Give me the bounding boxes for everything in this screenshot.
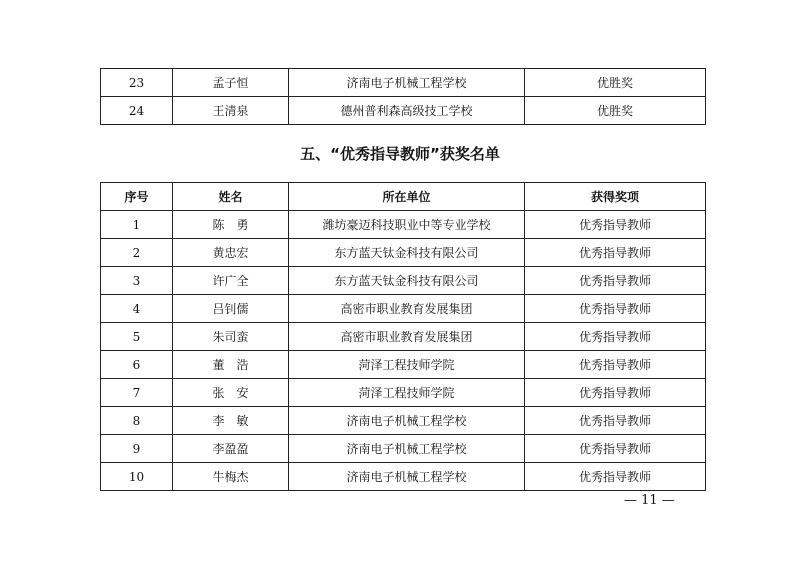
unit-name: 高密市职业教育发展集团	[289, 323, 525, 351]
person-name: 朱司蛮	[173, 323, 289, 351]
table-row	[101, 379, 706, 407]
person-name: 王清泉	[173, 97, 289, 125]
page-number: — 11 —	[624, 493, 675, 508]
award-name: 优胜奖	[525, 69, 706, 97]
person-name: 牛梅杰	[173, 463, 289, 491]
row-number: 3	[101, 267, 173, 295]
table-row	[101, 463, 706, 491]
unit-name: 潍坊豪迈科技职业中等专业学校	[289, 211, 525, 239]
table-row	[101, 211, 706, 239]
award-name: 优秀指导教师	[525, 295, 706, 323]
row-number: 24	[101, 97, 173, 125]
table-row	[101, 69, 706, 97]
table-row	[101, 407, 706, 435]
award-name: 优秀指导教师	[525, 435, 706, 463]
award-name: 优秀指导教师	[525, 379, 706, 407]
row-number: 4	[101, 295, 173, 323]
award-name: 优秀指导教师	[525, 463, 706, 491]
person-name: 李 敏	[173, 407, 289, 435]
award-name: 优秀指导教师	[525, 323, 706, 351]
unit-name: 东方蓝天钛金科技有限公司	[289, 239, 525, 267]
person-name: 黄忠宏	[173, 239, 289, 267]
row-number: 8	[101, 407, 173, 435]
row-number: 23	[101, 69, 173, 97]
header-number: 序号	[101, 183, 173, 211]
unit-name: 菏泽工程技师学院	[289, 351, 525, 379]
award-name: 优秀指导教师	[525, 351, 706, 379]
unit-name: 济南电子机械工程学校	[289, 69, 525, 97]
row-number: 6	[101, 351, 173, 379]
table-row	[101, 323, 706, 351]
person-name: 吕钊儒	[173, 295, 289, 323]
unit-name: 济南电子机械工程学校	[289, 463, 525, 491]
row-number: 10	[101, 463, 173, 491]
table-row	[101, 435, 706, 463]
teacher-awards-table	[100, 182, 706, 491]
row-number: 5	[101, 323, 173, 351]
award-name: 优秀指导教师	[525, 211, 706, 239]
person-name: 陈 勇	[173, 211, 289, 239]
header-unit: 所在单位	[289, 183, 525, 211]
section-title: 五、“优秀指导教师”获奖名单	[300, 145, 500, 163]
header-award: 获得奖项	[525, 183, 706, 211]
row-number: 7	[101, 379, 173, 407]
previous-awards-table	[100, 68, 706, 125]
unit-name: 高密市职业教育发展集团	[289, 295, 525, 323]
award-name: 优秀指导教师	[525, 267, 706, 295]
table-row	[101, 239, 706, 267]
unit-name: 济南电子机械工程学校	[289, 435, 525, 463]
person-name: 董 浩	[173, 351, 289, 379]
row-number: 2	[101, 239, 173, 267]
award-name: 优秀指导教师	[525, 239, 706, 267]
person-name: 张 安	[173, 379, 289, 407]
table-row	[101, 351, 706, 379]
award-name: 优胜奖	[525, 97, 706, 125]
unit-name: 德州普利森高级技工学校	[289, 97, 525, 125]
table-row	[101, 267, 706, 295]
unit-name: 东方蓝天钛金科技有限公司	[289, 267, 525, 295]
table-row	[101, 295, 706, 323]
unit-name: 菏泽工程技师学院	[289, 379, 525, 407]
row-number: 9	[101, 435, 173, 463]
person-name: 李盈盈	[173, 435, 289, 463]
table-header-row	[101, 183, 706, 211]
header-name: 姓名	[173, 183, 289, 211]
table-row	[101, 97, 706, 125]
unit-name: 济南电子机械工程学校	[289, 407, 525, 435]
award-name: 优秀指导教师	[525, 407, 706, 435]
person-name: 许广全	[173, 267, 289, 295]
person-name: 孟子恒	[173, 69, 289, 97]
row-number: 1	[101, 211, 173, 239]
